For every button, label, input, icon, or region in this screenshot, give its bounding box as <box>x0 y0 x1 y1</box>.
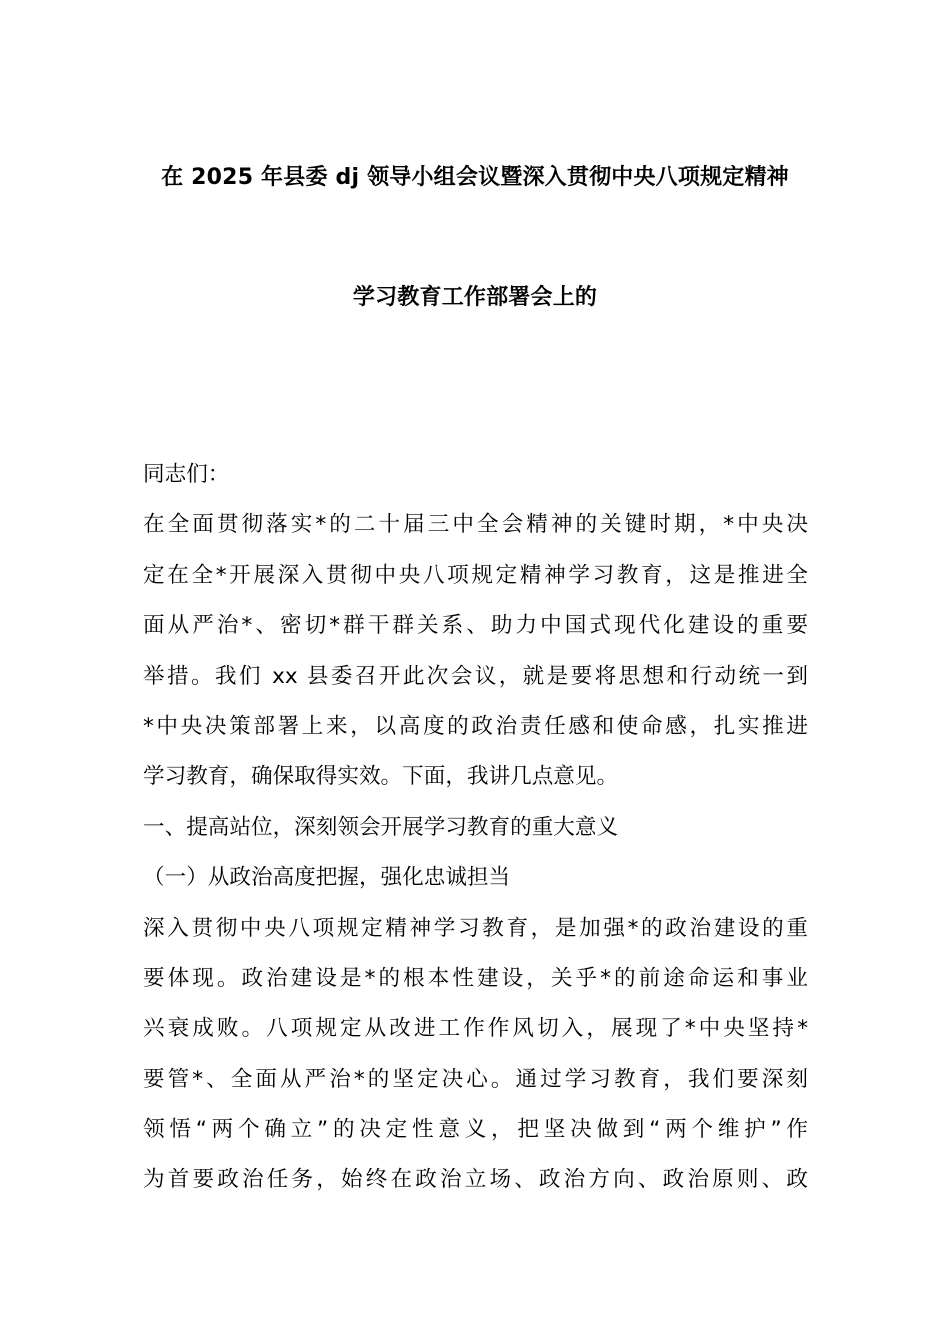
paragraph-line: 定在全*开展深入贯彻中央八项规定精神学习教育，这是推进全 <box>143 562 808 588</box>
salutation: 同志们： <box>143 462 230 487</box>
paragraph-line: 要体现。政治建设是*的根本性建设，关乎*的前途命运和事业 <box>143 965 808 991</box>
document-title-line-1: 在 2025 年县委 dj 领导小组会议暨深入贯彻中央八项规定精神 <box>161 165 789 190</box>
paragraph-line: *中央决策部署上来，以高度的政治责任感和使命感，扎实推进 <box>143 713 808 739</box>
paragraph-line: 深入贯彻中央八项规定精神学习教育，是加强*的政治建设的重 <box>143 915 808 941</box>
paragraph-line: 兴衰成败。八项规定从改进工作作风切入，展现了*中央坚持* <box>143 1016 808 1042</box>
paragraph-line: 学习教育，确保取得实效。下面，我讲几点意见。 <box>143 764 619 790</box>
paragraph-line: 为首要政治任务，始终在政治立场、政治方向、政治原则、政 <box>143 1167 808 1193</box>
paragraph-line: 在全面贯彻落实*的二十届三中全会精神的关键时期，*中央决 <box>143 512 808 538</box>
paragraph-line: 面从严治*、密切*群干群关系、助力中国式现代化建设的重要 <box>143 613 808 639</box>
paragraph-line: 要管*、全面从严治*的坚定决心。通过学习教育，我们要深刻 <box>143 1066 808 1092</box>
paragraph-line: 领悟“两个确立”的决定性意义，把坚决做到“两个维护”作 <box>143 1117 808 1143</box>
document-title-line-2: 学习教育工作部署会上的 <box>352 285 598 310</box>
document-body <box>143 450 808 1206</box>
paragraph-line: 举措。我们 xx 县委召开此次会议，就是要将思想和行动统一到 <box>143 663 808 689</box>
subsection-heading: （一）从政治高度把握，强化忠诚担当 <box>143 865 511 891</box>
section-heading: 一、提高站位，深刻领会开展学习教育的重大意义 <box>143 814 619 840</box>
